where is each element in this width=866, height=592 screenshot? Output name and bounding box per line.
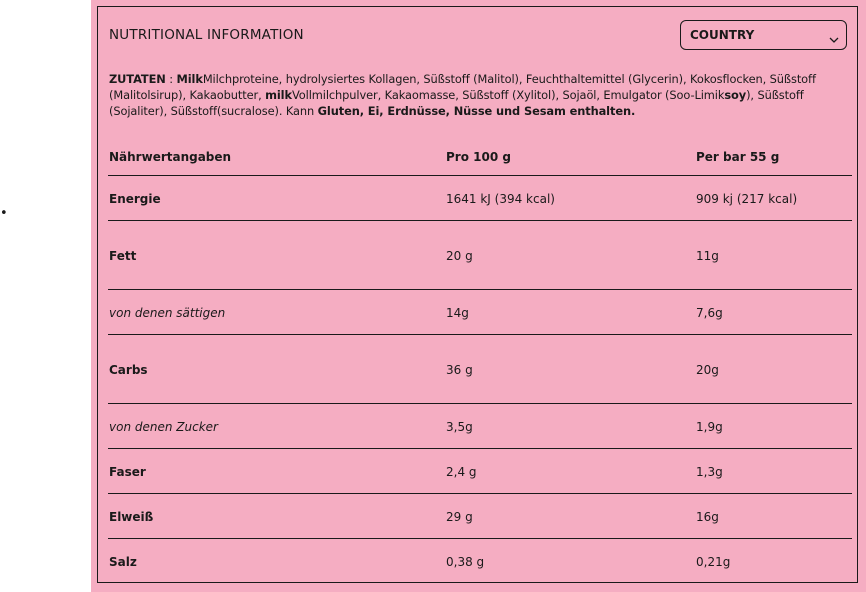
ingredients-text: [109, 71, 849, 119]
table-row: [108, 221, 852, 290]
table-row: [108, 176, 852, 221]
header-nutrient: Nährwertangaben: [109, 150, 232, 164]
country-select[interactable]: [680, 20, 847, 50]
value-per-bar: 11g: [696, 249, 719, 263]
value-per-100g: 2,4 g: [446, 465, 477, 479]
header-per-bar: Per bar 55 g: [696, 150, 780, 164]
value-per-100g: 1641 kJ (394 kcal): [446, 192, 555, 206]
list-bullet: •: [0, 206, 8, 221]
value-per-bar: 16g: [696, 510, 719, 524]
nutrient-name: Salz: [109, 555, 137, 569]
ingredients-segment: ), Süßstoff (Sojaliter), Süßstoff(sucralose). Kann: [109, 88, 804, 118]
value-per-bar: 1,9g: [696, 420, 723, 434]
value-per-bar: 7,6g: [696, 306, 723, 320]
ingredients-bold-segment: ZUTATEN: [109, 72, 166, 86]
ingredients-segment: :: [165, 72, 177, 86]
value-per-100g: 3,5g: [446, 420, 473, 434]
value-per-bar: 909 kj (217 kcal): [696, 192, 798, 206]
header-per-100g: Pro 100 g: [446, 150, 511, 164]
nutrition-header: [98, 7, 857, 63]
nutrient-name: Fett: [109, 249, 137, 263]
nutrition-panel: [91, 0, 866, 592]
nutrition-title: NUTRITIONAL INFORMATION: [109, 27, 304, 43]
country-select-label: COUNTRY: [690, 28, 755, 42]
ingredients-segment: Vollmilchpulver, Kakaomasse, Süßstoff (Xylitol), Sojaöl, Emulgator (Soo-Limik: [291, 88, 725, 102]
ingredients-bold-segment: Gluten, Ei, Erdnüsse, Nüsse und Sesam enthalten.: [317, 104, 636, 118]
table-row: [108, 449, 852, 494]
value-per-100g: 14g: [446, 306, 469, 320]
table-row: [108, 404, 852, 449]
table-row: [108, 539, 852, 584]
nutrient-name: von denen sättigen: [109, 306, 226, 320]
nutrient-name: Elweiß: [109, 510, 154, 524]
value-per-100g: 29 g: [446, 510, 473, 524]
table-row: [108, 494, 852, 539]
value-per-100g: 20 g: [446, 249, 473, 263]
nutrient-name: Carbs: [109, 363, 148, 377]
value-per-bar: 0,21g: [696, 555, 731, 569]
ingredients-bold-segment: milk: [265, 88, 292, 102]
table-row: [108, 335, 852, 404]
value-per-100g: 36 g: [446, 363, 473, 377]
value-per-bar: 20g: [696, 363, 719, 377]
nutrient-name: Energie: [109, 192, 161, 206]
chevron-down-icon: [828, 30, 840, 40]
table-row: [108, 290, 852, 335]
value-per-100g: 0,38 g: [446, 555, 485, 569]
ingredients-segment: Milchproteine, hydrolysiertes Kollagen, Süßstoff (Malitol), Feuchthaltemittel (Glycerin), Kokosflocken, Süßstoff (Malitolsirup), Kakaobutter,: [109, 72, 816, 102]
value-per-bar: 1,3g: [696, 465, 723, 479]
nutrition-box: [97, 6, 858, 583]
nutrient-name: Faser: [109, 465, 146, 479]
ingredients-bold-segment: soy: [724, 88, 747, 102]
table-header-row: [108, 136, 852, 176]
ingredients-bold-segment: Milk: [176, 72, 203, 86]
nutrient-name: von denen Zucker: [109, 420, 218, 434]
